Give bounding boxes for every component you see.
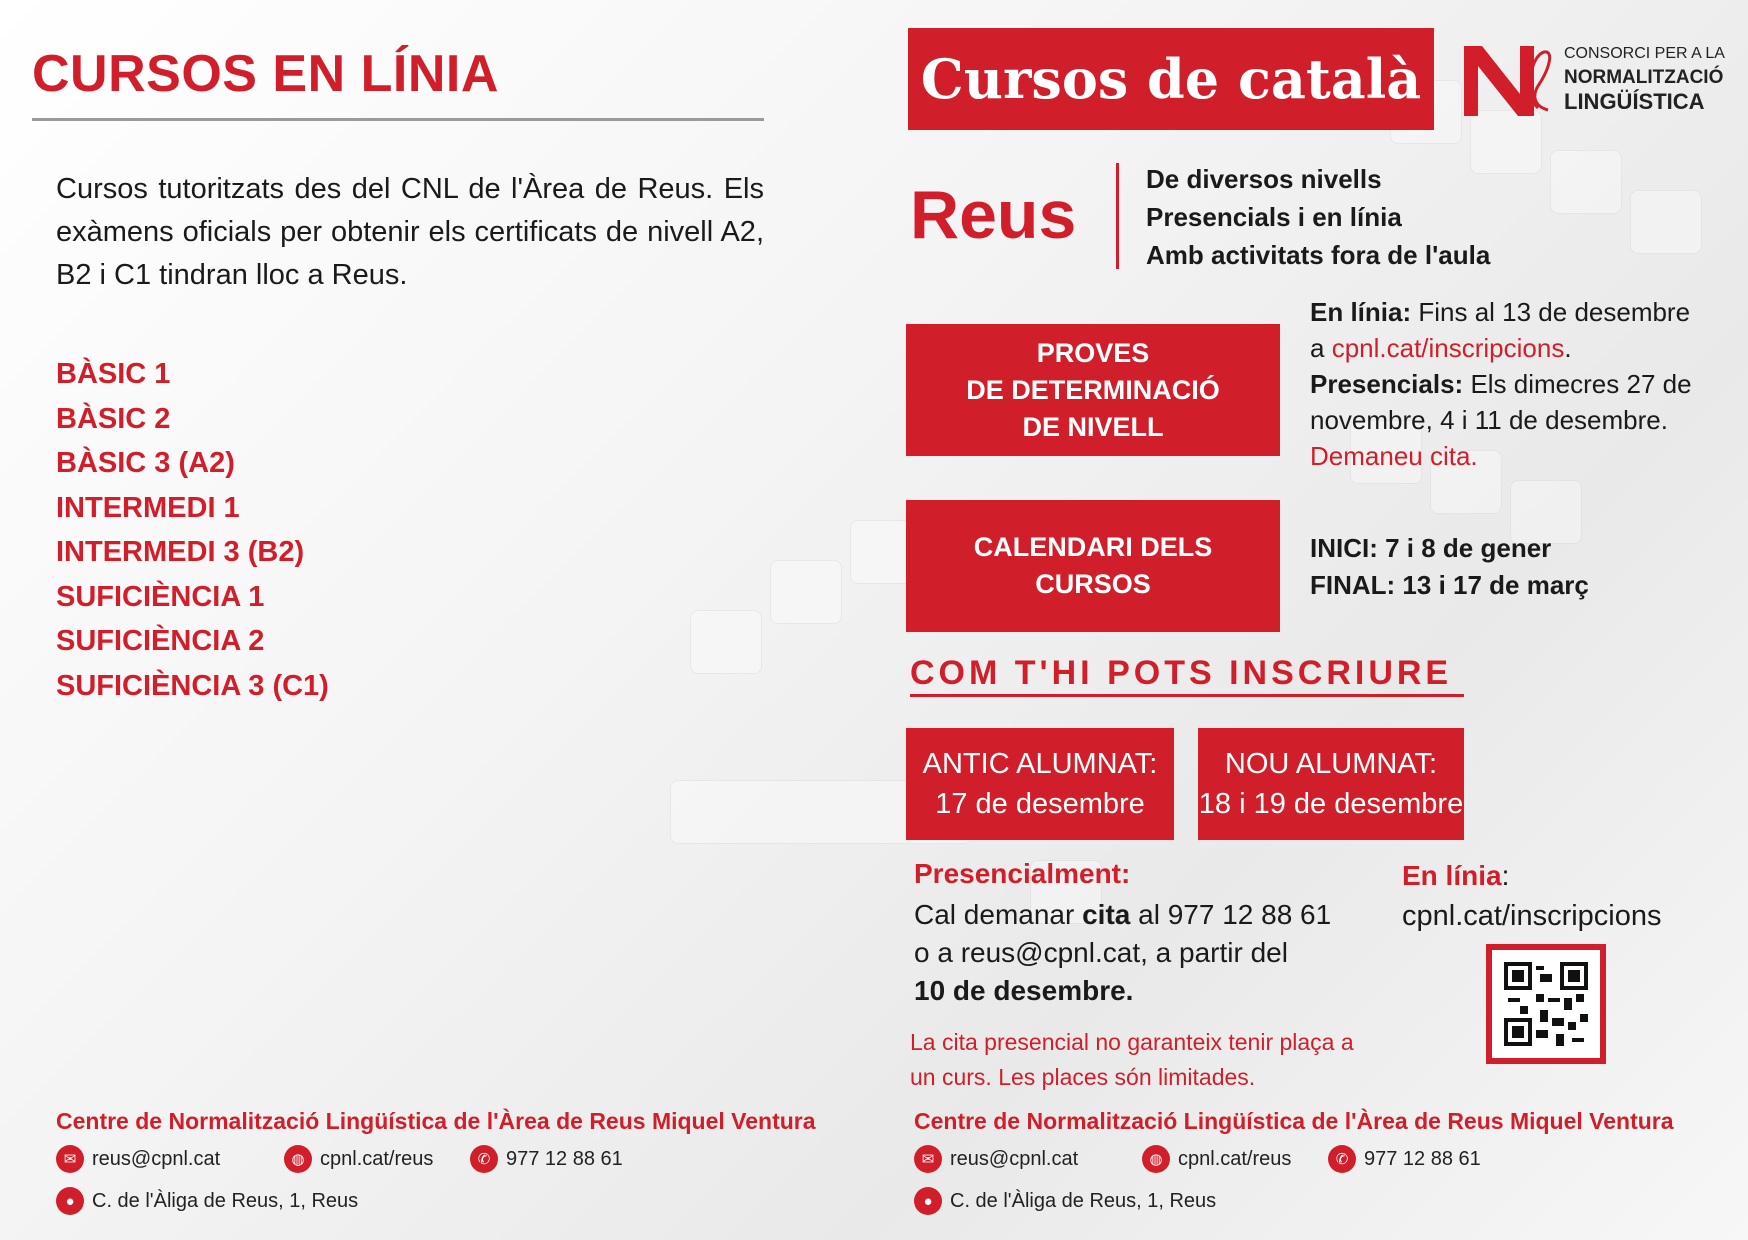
footer-title: Centre de Normalització Lingüística de l'Àrea de Reus Miquel Ventura [914,1108,1674,1134]
header-banner [908,28,1434,130]
online-label: En línia: [1310,297,1412,327]
phone-icon: ✆ [470,1145,498,1173]
footer-email[interactable] [914,1145,1142,1173]
address-text: C. de l'Àliga de Reus, 1, Reus [92,1189,359,1212]
course-start: INICI: 7 i 8 de gener [1310,533,1552,563]
title-divider [32,118,764,121]
online-url[interactable]: cpnl.cat/inscripcions [1402,900,1662,932]
in-person-dates: Els dimecres 27 de novembre, 4 i 11 de desembre. [1310,369,1692,435]
footer-title: Centre de Normalització Lingüística de l'Àrea de Reus Miquel Ventura [56,1108,816,1134]
location-icon: ● [56,1187,84,1215]
logo-line: CONSORCI PER A LA [1564,45,1725,62]
logo-line: LINGÜÍSTICA [1564,89,1705,114]
course-end: FINAL: 13 i 17 de març [1310,570,1589,600]
header-title: Cursos de català [920,47,1422,111]
intro-text: Cursos tutoritzats des del CNL de l'Àrea de Reus. Els exàmens oficials per obtenir els certificats de nivell A2, B2 i C1 tindran lloc a Reus. [56,173,764,291]
qr-code-pattern [1504,962,1588,1046]
in-person-note: La cita presencial no garanteix tenir plaça a un curs. Les places són limitades. [910,1029,1354,1090]
new-students-box [1198,728,1464,840]
city-divider [1116,163,1119,269]
phone-text: al 977 12 88 61 [1130,899,1332,930]
placement-test-line: PROVES [1036,337,1150,368]
footer-left [56,1108,816,1215]
mail-icon: ✉ [56,1145,84,1173]
online-heading [1402,860,1509,892]
level-item: SUFICIÈNCIA 3 (C1) [56,669,329,702]
email-text: reus@cpnl.cat [950,1147,1079,1170]
web-text: cpnl.cat/reus [320,1147,434,1170]
calendar-line: CALENDARI DELS [973,532,1213,562]
former-students-box [906,728,1174,840]
former-students-label: ANTIC ALUMNAT: [922,748,1158,780]
phone-text: 977 12 88 61 [506,1147,623,1170]
email-text: reus@cpnl.cat [92,1147,221,1170]
globe-icon: ◍ [1142,1145,1170,1173]
globe-icon: ◍ [284,1145,312,1173]
placement-test-box [906,324,1280,456]
qr-code-icon[interactable] [1486,944,1606,1064]
calendar-box [906,500,1280,632]
footer-address [56,1187,816,1215]
feature-list [1146,160,1490,274]
punctuation: : [1501,860,1510,891]
level-item: SUFICIÈNCIA 2 [56,625,265,657]
inscriptions-link[interactable]: cpnl.cat/inscripcions [1331,333,1565,363]
calendar-line: CURSOS [1035,569,1151,599]
web-text: cpnl.cat/reus [1178,1147,1292,1170]
footer-phone[interactable] [470,1145,623,1173]
feature-item: Presencials i en línia [1146,202,1402,232]
footer-email[interactable] [56,1145,284,1173]
level-item: BÀSIC 2 [56,402,171,435]
calendar-info [1310,530,1589,604]
footer-right [914,1108,1674,1215]
in-person-instructions [914,896,1334,1010]
registration-heading: COM T'HI POTS INSCRIURE [910,654,1453,692]
start-date: 10 de desembre. [914,975,1134,1006]
instruction-text: Cal demanar [914,899,1083,930]
phone-icon: ✆ [1328,1145,1356,1173]
footer-web[interactable] [1142,1145,1328,1173]
mail-icon: ✉ [914,1145,942,1173]
former-students-date: 17 de desembre [935,788,1145,820]
footer-address [914,1187,1674,1215]
cpnl-logo-icon [1464,46,1556,116]
footer-web[interactable] [284,1145,470,1173]
appointment-note: Demaneu cita. [1310,441,1478,471]
logo-line: NORMALITZACIÓ [1564,67,1724,88]
registration-divider [910,694,1464,697]
level-item: BÀSIC 1 [56,358,171,390]
level-item: BÀSIC 3 (A2) [56,447,235,479]
page-title: CURSOS EN LÍNIA [32,45,499,103]
city-name: Reus [910,177,1077,253]
new-students-label: NOU ALUMNAT: [1224,748,1438,780]
placement-test-line: DE NIVELL [1022,411,1164,442]
level-item: INTERMEDI 1 [56,491,240,524]
feature-item: Amb activitats fora de l'aula [1146,240,1491,270]
phone-text: 977 12 88 61 [1364,1147,1481,1170]
in-person-heading: Presencialment: [914,858,1131,889]
placement-test-info [1310,294,1710,474]
email-text: o a reus@cpnl.cat, a partir del [914,937,1288,968]
location-icon: ● [914,1187,942,1215]
punctuation: . [1564,333,1572,363]
footer-phone[interactable] [1328,1145,1481,1173]
online-dates: Fins al 13 de desembre a [1310,297,1691,363]
address-text: C. de l'Àliga de Reus, 1, Reus [950,1189,1217,1212]
level-list [56,352,329,708]
level-item: SUFICIÈNCIA 1 [56,580,265,613]
level-item: INTERMEDI 3 (B2) [56,536,305,568]
online-heading-text: En línia [1402,860,1502,891]
logo-text [1564,42,1725,114]
in-person-label: Presencials: [1310,369,1464,399]
placement-test-line: DE DETERMINACIÓ [966,374,1220,405]
instruction-bold: cita [1082,899,1131,930]
new-students-date: 18 i 19 de desembre [1198,788,1464,820]
feature-item: De diversos nivells [1146,164,1382,194]
